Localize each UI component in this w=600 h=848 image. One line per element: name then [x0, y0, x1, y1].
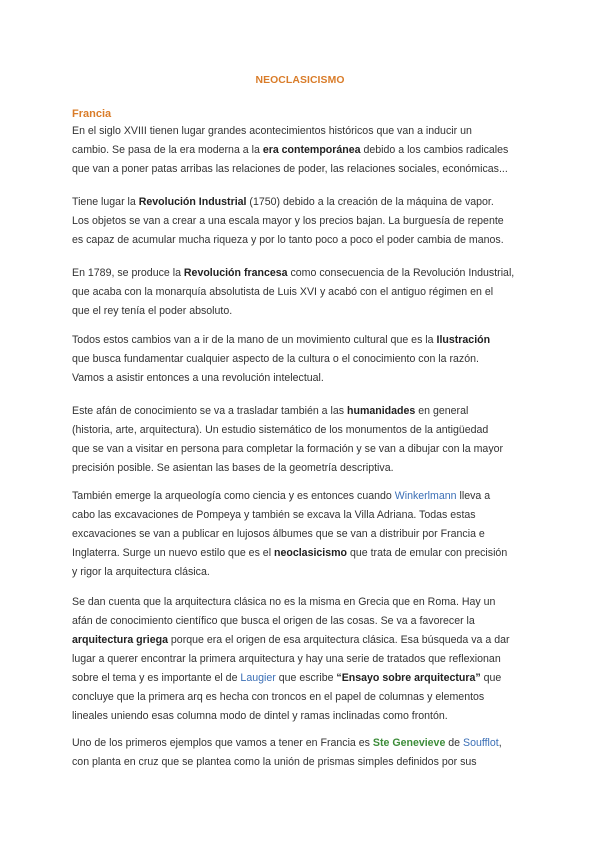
page-title: NEOCLASICISMO — [255, 75, 345, 86]
bold-term: “Ensayo sobre arquitectura” — [336, 672, 481, 684]
text-line: con planta en cruz que se plantea como la unión de prismas simples definidos por sus — [72, 756, 477, 768]
text-line: También emerge la arqueología como ciencia y es entonces cuando Winkerlmann lleva a — [72, 490, 491, 502]
bold-term: era contemporánea — [262, 144, 361, 156]
text-line: sobre el tema y es importante el de Laugier que escribe “Ensayo sobre arquitectura” que — [72, 672, 502, 684]
text-line: que acaba con la monarquía absolutista de Luis XVI y acabó con el antiguo régimen en el — [72, 286, 494, 298]
text-line: que el rey tenía el poder absoluto. — [72, 305, 233, 317]
text-line: que busca fundamentar cualquier aspecto de la cultura o el conocimiento con la razón. — [72, 353, 479, 365]
text-line: Vamos a asistir entonces a una revolución intelectual. — [72, 372, 324, 384]
bold-term: Revolución francesa — [183, 267, 288, 279]
text-line: Todos estos cambios van a ir de la mano de un movimiento cultural que es la Ilustración — [72, 334, 491, 346]
text-line: Se dan cuenta que la arquitectura clásica no es la misma en Grecia que en Roma. Hay un — [72, 596, 496, 608]
text-line: Uno de los primeros ejemplos que vamos a tener en Francia es Ste Genevieve de Soufflot, — [72, 737, 502, 749]
text-line: En 1789, se produce la Revolución francesa como consecuencia de la Revolución Industrial, — [72, 267, 515, 279]
paragraph-8 — [72, 734, 542, 772]
link-soufflot[interactable]: Soufflot — [463, 737, 499, 749]
paragraph-4 — [72, 331, 542, 388]
link-winkelmann[interactable]: Winkerlmann — [394, 490, 457, 502]
bold-term: arquitectura griega — [72, 634, 168, 646]
text-line: precisión posible. Se asientan las bases de la geometría descriptiva. — [72, 462, 394, 474]
text-line: concluye que la primera arq es hecha con troncos en el papel de columnas y elementos — [72, 691, 485, 703]
link-ste-genevieve[interactable]: Ste Genevieve — [372, 737, 446, 749]
bold-term: Ilustración — [436, 334, 491, 346]
bold-term: Revolución Industrial — [138, 196, 247, 208]
text-line: lineales uniendo esas columna modo de dintel y ramas inclinadas como frontón. — [72, 710, 448, 722]
paragraph-6 — [72, 487, 542, 582]
paragraph-3 — [72, 264, 542, 321]
text-line: y rigor la arquitectura clásica. — [72, 566, 210, 578]
link-laugier[interactable]: Laugier — [240, 672, 276, 684]
text-line: lugar a querer encontrar la primera arquitectura y hay una serie de tratados que reflexionan — [72, 653, 501, 665]
section-heading-francia: Francia — [72, 108, 112, 120]
bold-term: humanidades — [347, 405, 416, 417]
paragraph-1 — [72, 122, 542, 179]
text-line: que se van a visitar en persona para completar la formación y se van a dibujar con la mayor — [72, 443, 504, 455]
text-line: Este afán de conocimiento se va a trasladar también a las humanidades en general — [72, 405, 469, 417]
paragraph-7 — [72, 593, 542, 726]
text-line: que van a poner patas arribas las relaciones de poder, las relaciones sociales, económicas... — [72, 163, 508, 175]
text-line: cambio. Se pasa de la era moderna a la era contemporánea debido a los cambios radicales — [72, 144, 509, 156]
text-line: En el siglo XVIII tienen lugar grandes acontecimientos históricos que van a inducir un — [72, 125, 472, 137]
text-line: Inglaterra. Surge un nuevo estilo que es el neoclasicismo que trata de emular con precisión — [72, 547, 508, 559]
text-line: arquitectura griega porque era el origen de esa arquitectura clásica. Esa búsqueda va a dar — [72, 634, 510, 646]
text-line: Tiene lugar la Revolución Industrial (1750) debido a la creación de la máquina de vapor. — [72, 196, 494, 208]
paragraph-2 — [72, 193, 542, 250]
text-line: cabo las excavaciones de Pompeya y también se excava la Villa Adriana. Todas estas — [72, 509, 476, 521]
text-line: afán de conocimiento científico que busca el origen de las cosas. Se va a favorecer la — [72, 615, 475, 627]
text-line: (historia, arte, arquitectura). Un estudio sistemático de los monumentos de la antigüedad — [72, 424, 489, 436]
text-line: es capaz de acumular mucha riqueza y por lo tanto poco a poco el poder cambia de manos. — [72, 234, 504, 246]
paragraph-5 — [72, 402, 542, 478]
text-line: Los objetos se van a crear a una escala mayor y los precios bajan. La burguesía de repente — [72, 215, 504, 227]
bold-term: neoclasicismo — [274, 547, 348, 559]
text-line: excavaciones se van a publicar en lujosos álbumes que se van a distribuir por Francia e — [72, 528, 485, 540]
